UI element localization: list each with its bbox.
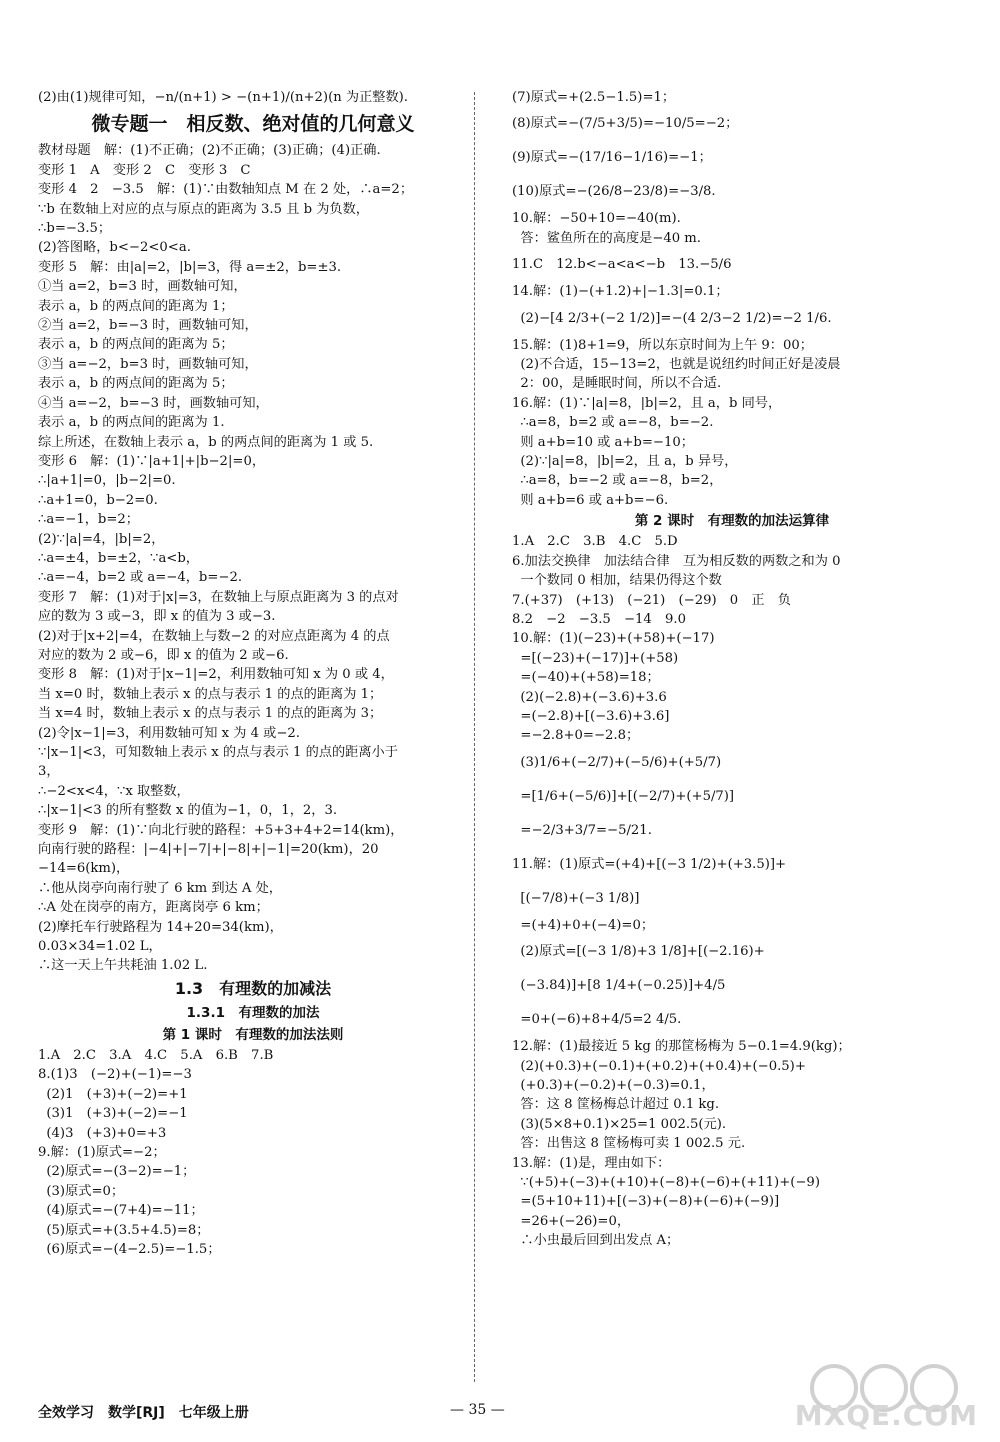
text-line: 12.解：(1)最接近 5 kg 的那筐杨梅为 5−0.1=4.9(kg)； bbox=[512, 1039, 851, 1055]
text-line: 0.03×34=1.02 L， bbox=[38, 939, 162, 955]
text-line: (2)−[4 2/3+(−2 1/2)]=−(4 2/3−2 1/2)=−2 1/6. bbox=[512, 310, 832, 326]
text-line: ∴−2<x<4，∵x 取整数， bbox=[38, 783, 190, 799]
text-line: (2)(−2.8)+(−3.6)+3.6 bbox=[512, 689, 667, 705]
text-line: 10.解：−50+10=−40(m). bbox=[512, 211, 681, 227]
text-line: ①当 a=2，b=3 时，画数轴可知， bbox=[38, 279, 247, 295]
text-line: (4)3 (+3)+0=+3 bbox=[38, 1125, 167, 1141]
text-line: ∵b 在数轴上对应的点与原点的距离为 3.5 且 b 为负数， bbox=[38, 201, 369, 217]
text-line: 16.解：(1)∵|a|=8，|b|=2，且 a，b 同号， bbox=[512, 395, 782, 411]
text-line: ∴|x−1|<3 的所有整数 x 的值为−1，0，1，2，3. bbox=[38, 803, 338, 819]
text-line: (2)原式=[(−3 1/8)+3 1/8]+[(−2.16)+ bbox=[512, 944, 765, 960]
text-line: ∴a=−4，b=2 或 a=−4，b=−2. bbox=[38, 570, 243, 586]
text-line: 则 a+b=10 或 a+b=−10； bbox=[512, 434, 694, 450]
text-line: 表示 a，b 的两点间的距离为 1. bbox=[38, 415, 225, 431]
watermark-text: MXQE.COM bbox=[794, 1399, 978, 1432]
text-line: =−2/3+3/7=−5/21. bbox=[512, 822, 652, 838]
text-line: ∴这一天上午共耗油 1.02 L. bbox=[38, 958, 208, 974]
left-column bbox=[38, 88, 468, 1259]
text-line: ∴a+1=0，b−2=0. bbox=[38, 492, 158, 508]
text-line: ∴A 处在岗亭的南方，距离岗亭 6 km； bbox=[38, 900, 269, 916]
text-line: =(−2.8)+[(−3.6)+3.6] bbox=[512, 708, 670, 724]
text-line: =[(−23)+(−17)]+(+58) bbox=[512, 650, 679, 666]
text-line: 15.解：(1)8+1=9，所以东京时间为上午 9：00； bbox=[512, 337, 813, 353]
text-line: 向南行驶的路程：|−4|+|−7|+|−8|+|−1|=20(km)，20 bbox=[38, 842, 379, 858]
section-heading: 1.3 有理数的加减法 bbox=[174, 978, 332, 998]
text-line: [(−7/8)+(−3 1/8)] bbox=[512, 890, 640, 906]
text-line: (2)∵|a|=8，|b|=2，且 a，b 异号， bbox=[512, 454, 738, 470]
text-line: (2)(+0.3)+(−0.1)+(+0.2)+(+0.4)+(−0.5)+ bbox=[512, 1058, 806, 1074]
text-line: 10.解：(1)(−23)+(+58)+(−17) bbox=[512, 631, 715, 647]
text-line: ∴小虫最后回到出发点 A； bbox=[512, 1233, 680, 1249]
text-line: 8.(1)3 (−2)+(−1)=−3 bbox=[38, 1067, 192, 1083]
text-line: 1.A 2.C 3.A 4.C 5.A 6.B 7.B bbox=[38, 1047, 274, 1063]
text-line: (4)原式=−(7+4)=−11； bbox=[38, 1203, 204, 1219]
text-line: (2)对于|x+2|=4，在数轴上与数−2 的对应点距离为 4 的点 bbox=[38, 628, 390, 644]
text-line: (9)原式=−(17/16−1/16)=−1； bbox=[512, 150, 712, 166]
text-line: 7.(+37) (+13) (−21) (−29) 0 正 负 bbox=[512, 592, 791, 608]
text-line: (2)由(1)规律可知，−n/(n+1) > −(n+1)/(n+2)(n 为正整数). bbox=[38, 90, 408, 105]
text-line: ∵|x−1|<3，可知数轴上表示 x 的点与表示 1 的点的距离小于 bbox=[38, 745, 398, 760]
text-line: (3)1 (+3)+(−2)=−1 bbox=[38, 1106, 188, 1122]
section-heading: 第 2 课时 有理数的加法运算律 bbox=[634, 513, 830, 530]
text-line: 综上所述，在数轴上表示 a，b 的两点间的距离为 1 或 5. bbox=[38, 434, 374, 450]
text-line: 答：出售这 8 筐杨梅可卖 1 002.5 元. bbox=[512, 1136, 746, 1152]
text-line: (7)原式=+(2.5−1.5)=1； bbox=[512, 90, 676, 105]
text-line: 表示 a，b 的两点间的距离为 5； bbox=[38, 337, 234, 353]
watermark-logo bbox=[794, 1358, 994, 1434]
text-line: (2)∵|a|=4，|b|=2， bbox=[38, 531, 165, 547]
text-line: (2)答图略，b<−2<0<a. bbox=[38, 240, 191, 256]
book-title: 全效学习 数学[RJ] 七年级上册 bbox=[38, 1405, 249, 1421]
text-line: 6.加法交换律 加法结合律 互为相反数的两数之和为 0 bbox=[512, 553, 841, 569]
text-line: 变形 4 2 −3.5 解：(1)∵由数轴知点 M 在 2 处，∴a=2； bbox=[38, 182, 414, 198]
section-heading: 1.3.1 有理数的加法 bbox=[186, 1004, 320, 1021]
section-heading: 第 1 课时 有理数的加法法则 bbox=[162, 1026, 344, 1043]
text-line: =[1/6+(−5/6)]+[(−2/7)+(+5/7)] bbox=[512, 788, 735, 804]
text-line: ∵(+5)+(−3)+(+10)+(−8)+(−6)+(+11)+(−9) bbox=[512, 1175, 820, 1190]
text-line: 13.解：(1)是，理由如下： bbox=[512, 1155, 671, 1171]
text-line: ∴|a+1|=0，|b−2|=0. bbox=[38, 473, 176, 489]
section-heading: 微专题一 相反数、绝对值的几何意义 bbox=[91, 113, 415, 136]
text-line: =(5+10+11)+[(−3)+(−8)+(−6)+(−9)] bbox=[512, 1194, 780, 1210]
text-line: 变形 5 解：由|a|=2，|b|=3，得 a=±2，b=±3. bbox=[38, 259, 342, 275]
text-line: 当 x=0 时，数轴上表示 x 的点与表示 1 的点的距离为 1； bbox=[38, 686, 383, 702]
text-line: (6)原式=−(4−2.5)=−1.5； bbox=[38, 1241, 221, 1257]
text-line: (10)原式=−(26/8−23/8)=−3/8. bbox=[512, 184, 716, 200]
text-line: (2)原式=−(3−2)=−1； bbox=[38, 1164, 196, 1180]
text-line: 则 a+b=6 或 a+b=−6. bbox=[512, 492, 669, 508]
text-line: 11.C 12.b<−a<a<−b 13.−5/6 bbox=[512, 257, 732, 273]
text-line: 变形 6 解：(1)∵|a+1|+|b−2|=0， bbox=[38, 453, 266, 469]
text-line: ∴a=−1，b=2； bbox=[38, 512, 139, 528]
right-column bbox=[512, 88, 952, 1251]
text-line: (2)不合适，15−13=2，也就是说纽约时间正好是凌晨 bbox=[512, 357, 841, 373]
text-line: (2)令|x−1|=3，利用数轴可知 x 为 4 或−2. bbox=[38, 725, 300, 741]
text-line: 9.解：(1)原式=−2； bbox=[38, 1144, 166, 1160]
text-line: (−3.84)]+[8 1/4+(−0.25)]+4/5 bbox=[512, 978, 726, 994]
text-line: ④当 a=−2，b=−3 时，画数轴可知， bbox=[38, 395, 269, 411]
text-line: 教材母题 解：(1)不正确；(2)不正确；(3)正确；(4)正确. bbox=[38, 143, 381, 159]
text-line: 14.解：(1)−(+1.2)+|−1.3|=0.1； bbox=[512, 284, 729, 300]
text-line: 1.A 2.C 3.B 4.C 5.D bbox=[512, 534, 678, 550]
text-line: (+0.3)+(−0.2)+(−0.3)=0.1， bbox=[512, 1077, 715, 1093]
text-line: ∴a=8，b=−2 或 a=−8，b=2， bbox=[512, 473, 723, 489]
text-line: 变形 8 解：(1)对于|x−1|=2，利用数轴可知 x 为 0 或 4， bbox=[38, 667, 394, 683]
text-line: =0+(−6)+8+4/5=2 4/5. bbox=[512, 1012, 682, 1028]
text-line: 变形 1 A 变形 2 C 变形 3 C bbox=[38, 162, 251, 178]
page-number: — 35 — bbox=[450, 1402, 505, 1418]
text-line: =(+4)+0+(−4)=0； bbox=[512, 917, 655, 933]
text-line: ∴a=±4，b=±2，∵a<b， bbox=[38, 550, 199, 566]
text-line: 一个数同 0 相加，结果仍得这个数 bbox=[512, 573, 722, 589]
text-line: (3)1/6+(−2/7)+(−5/6)+(+5/7) bbox=[512, 754, 722, 770]
text-line: =26+(−26)=0， bbox=[512, 1213, 631, 1229]
text-line: 2：00，是睡眠时间，所以不合适. bbox=[512, 376, 722, 392]
text-line: −14=6(km)， bbox=[38, 861, 130, 877]
text-line: (2)摩托车行驶路程为 14+20=34(km)， bbox=[38, 919, 283, 935]
text-line: 对应的数为 2 或−6，即 x 的值为 2 或−6. bbox=[38, 647, 289, 663]
text-line: (3)原式=0； bbox=[38, 1183, 125, 1199]
text-line: 当 x=4 时，数轴上表示 x 的点与表示 1 的点的距离为 3； bbox=[38, 706, 383, 722]
text-line: 3， bbox=[38, 764, 60, 780]
text-line: ∴他从岗亭向南行驶了 6 km 到达 A 处， bbox=[38, 880, 282, 896]
text-line: ②当 a=2，b=−3 时，画数轴可知， bbox=[38, 318, 258, 334]
text-line: =(−40)+(+58)=18； bbox=[512, 670, 660, 686]
text-line: ∴b=−3.5； bbox=[38, 221, 112, 237]
text-line: 表示 a，b 的两点间的距离为 1； bbox=[38, 298, 234, 314]
text-line: 8.2 −2 −3.5 −14 9.0 bbox=[512, 611, 686, 627]
text-line: 变形 7 解：(1)对于|x|=3，在数轴上与原点距离为 3 的点对 bbox=[38, 589, 399, 605]
text-line: 11.解：(1)原式=(+4)+[(−3 1/2)+(+3.5)]+ bbox=[512, 856, 787, 872]
text-line: =−2.8+0=−2.8； bbox=[512, 728, 640, 744]
text-line: (5)原式=+(3.5+4.5)=8； bbox=[38, 1222, 210, 1238]
text-line: (8)原式=−(7/5+3/5)=−10/5=−2； bbox=[512, 116, 739, 132]
text-line: (2)1 (+3)+(−2)=+1 bbox=[38, 1086, 188, 1102]
text-line: 变形 9 解：(1)∵向北行驶的路程：+5+3+4+2=14(km)， bbox=[38, 822, 404, 838]
text-line: ∴a=8，b=2 或 a=−8，b=−2. bbox=[512, 415, 714, 431]
text-line: 答：这 8 筐杨梅总计超过 0.1 kg. bbox=[512, 1097, 720, 1113]
text-line: ③当 a=−2，b=3 时，画数轴可知， bbox=[38, 356, 258, 372]
text-line: 应的数为 3 或−3，即 x 的值为 3 或−3. bbox=[38, 609, 276, 625]
text-line: (3)(5×8+0.1)×25=1 002.5(元). bbox=[512, 1116, 727, 1132]
column-divider bbox=[474, 92, 475, 1382]
text-line: 表示 a，b 的两点间的距离为 5； bbox=[38, 376, 234, 392]
text-line: 答：鲨鱼所在的高度是−40 m. bbox=[512, 230, 701, 246]
